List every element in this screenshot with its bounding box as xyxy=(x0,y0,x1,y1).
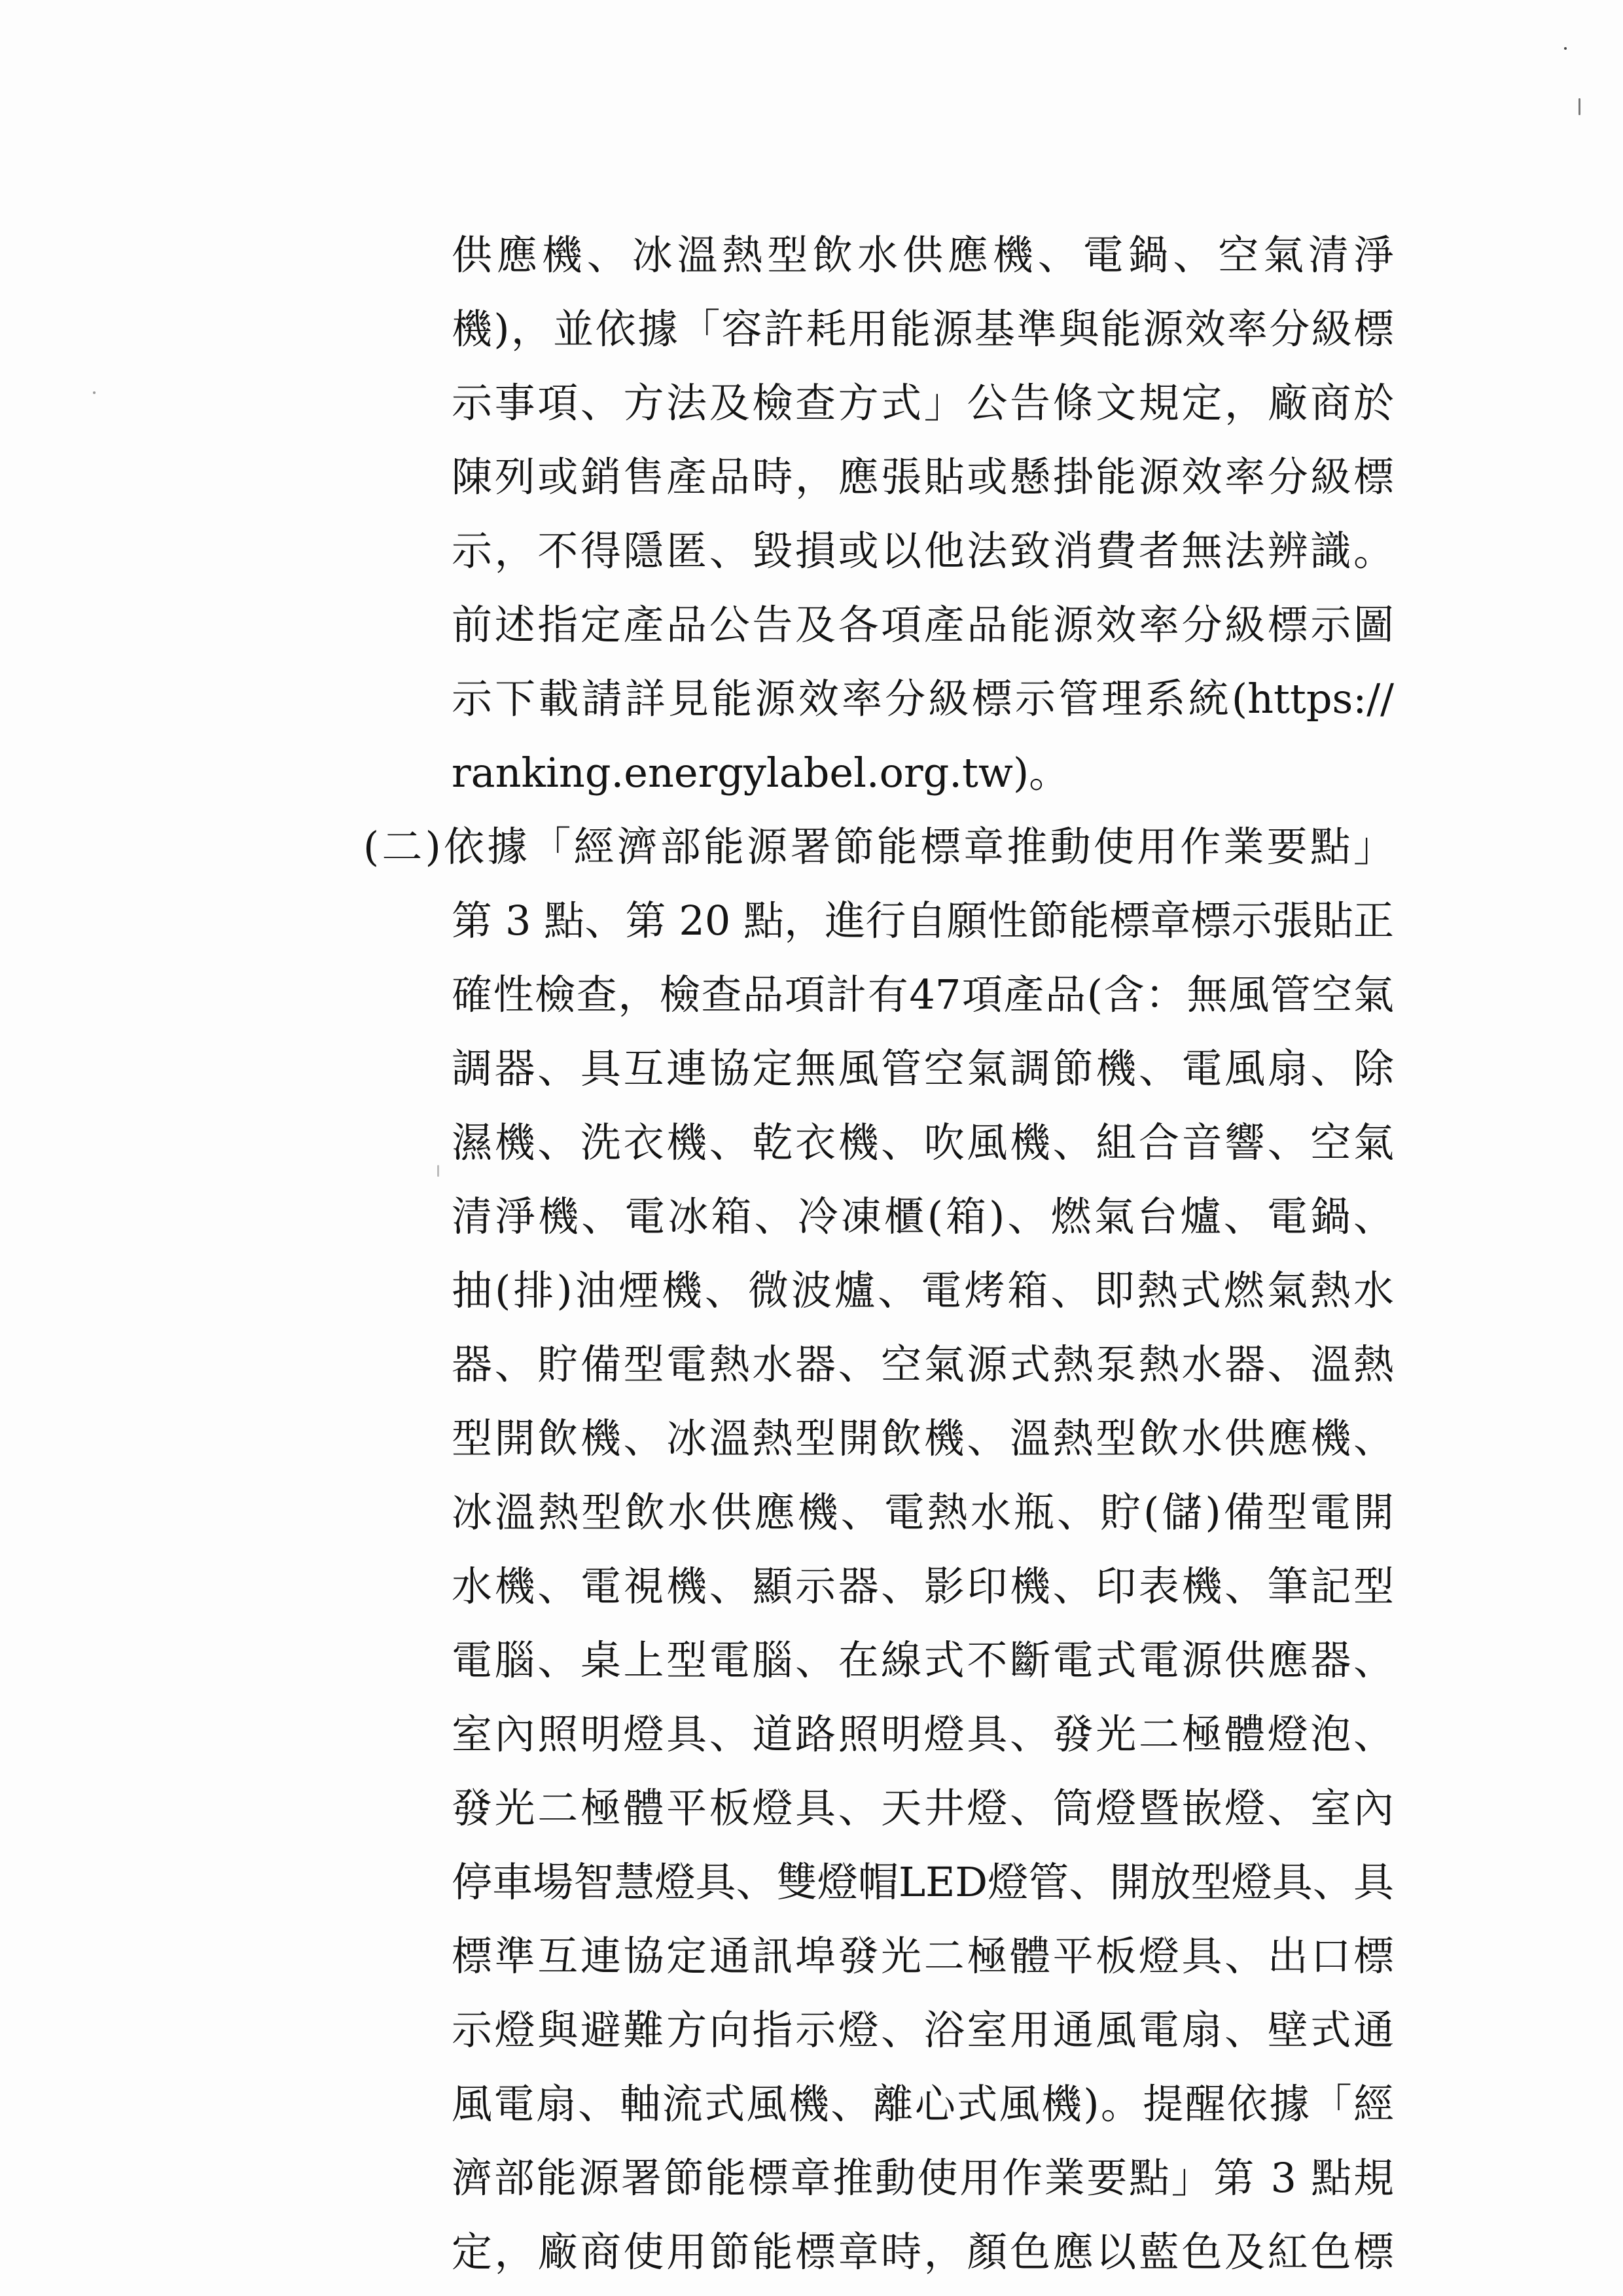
text-line: 冰溫熱型飲水供應機、電熱水瓶、貯(儲)備型電開 xyxy=(452,1488,1394,1536)
text-line: 風電扇、軸流式風機、離心式風機)。提醒依據「經 xyxy=(452,2080,1394,2128)
text-line: 機)，並依據「容許耗用能源基準與能源效率分級標 xyxy=(452,305,1394,353)
scan-speck xyxy=(1564,47,1567,50)
text-line: 停車場智慧燈具、雙燈帽LED燈管、開放型燈具、具 xyxy=(452,1858,1394,1906)
text-line: 調器、具互連協定無風管空氣調節機、電風扇、除 xyxy=(452,1045,1394,1092)
text-line: 定，廠商使用節能標章時，顏色應以藍色及紅色標 xyxy=(452,2228,1394,2276)
text-line: 第 3 點、第 20 點，進行自願性節能標章標示張貼正 xyxy=(452,897,1394,944)
text-line: 陳列或銷售產品時，應張貼或懸掛能源效率分級標 xyxy=(452,453,1394,501)
text-line: ranking.energylabel.org.tw)。 xyxy=(452,749,1070,797)
text-line: 示事項、方法及檢查方式」公告條文規定，廠商於 xyxy=(452,379,1394,427)
text-line: 室內照明燈具、道路照明燈具、發光二極體燈泡、 xyxy=(452,1710,1394,1758)
text-line: 發光二極體平板燈具、天井燈、筒燈暨嵌燈、室內 xyxy=(452,1784,1394,1832)
scan-speck xyxy=(93,391,96,394)
scan-speck xyxy=(437,1165,439,1177)
list-item-heading: (二)依據「經濟部能源署節能標章推動使用作業要點」 xyxy=(363,823,1394,870)
text-line: 確性檢查，檢查品項計有47項產品(含：無風管空氣 xyxy=(452,971,1394,1018)
text-line: 濟部能源署節能標章推動使用作業要點」第 3 點規 xyxy=(452,2154,1394,2202)
text-line: 清淨機、電冰箱、冷凍櫃(箱)、燃氣台爐、電鍋、 xyxy=(452,1193,1394,1240)
text-line: 抽(排)油煙機、微波爐、電烤箱、即熱式燃氣熱水 xyxy=(452,1266,1394,1314)
text-line: 供應機、冰溫熱型飲水供應機、電鍋、空氣清淨 xyxy=(452,231,1394,279)
text-line: 標準互連協定通訊埠發光二極體平板燈具、出口標 xyxy=(452,1932,1394,1980)
text-line: 示下載請詳見能源效率分級標示管理系統(https:// xyxy=(452,675,1394,723)
text-line: 電腦、桌上型電腦、在線式不斷電式電源供應器、 xyxy=(452,1636,1394,1684)
text-line: 示，不得隱匿、毀損或以他法致消費者無法辨識。 xyxy=(452,527,1394,575)
scan-speck xyxy=(1578,98,1580,115)
text-line: 濕機、洗衣機、乾衣機、吹風機、組合音響、空氣 xyxy=(452,1119,1394,1166)
text-line: 器、貯備型電熱水器、空氣源式熱泵熱水器、溫熱 xyxy=(452,1340,1394,1388)
text-line: 型開飲機、冰溫熱型開飲機、溫熱型飲水供應機、 xyxy=(452,1414,1394,1462)
text-line: 水機、電視機、顯示器、影印機、印表機、筆記型 xyxy=(452,1562,1394,1610)
text-line: 前述指定產品公告及各項產品能源效率分級標示圖 xyxy=(452,601,1394,649)
text-line: 示燈與避難方向指示燈、浴室用通風電扇、壁式通 xyxy=(452,2006,1394,2054)
